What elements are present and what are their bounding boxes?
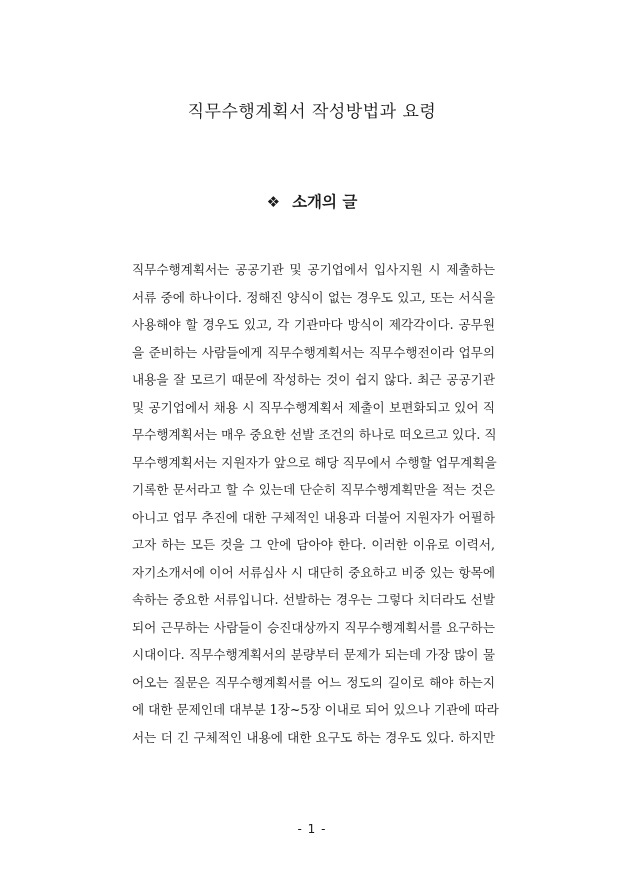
paragraph-line: 내용을 잘 모르기 때문에 작성하는 것이 쉽지 않다. 최근 공공기관 (132, 372, 495, 387)
paragraph-line: 서는 더 긴 구체적인 내용에 대한 요구도 하는 경우도 있다. 하지만 (132, 729, 495, 745)
paragraph-line: 무수행계획서는 매우 중요한 선발 조건의 하나로 떠오르고 있다. 직 (132, 427, 497, 442)
paragraph-line: 직무수행계획서는 공공기관 및 공기업에서 입사지원 시 제출하는 (132, 262, 495, 277)
paragraph-line: 어오는 질문은 직무수행계획서를 어느 정도의 길이로 해야 하는지 (132, 674, 495, 690)
paragraph-line: 시대이다. 직무수행계획서의 분량부터 문제가 되는데 가장 많이 물 (132, 647, 495, 662)
paragraph-line: 속하는 중요한 서류입니다. 선발하는 경우는 그렇다 치더라도 선발 (132, 592, 495, 607)
section-heading (0, 190, 624, 212)
paragraph-line: 아니고 업무 추진에 대한 구체적인 내용과 더불어 지원자가 어필하 (132, 509, 495, 525)
paragraph-line: 무수행계획서는 지원자가 앞으로 해당 직무에서 수행할 업무계획을 (132, 454, 497, 470)
paragraph-line: 되어 근무하는 사람들이 승진대상까지 직무수행계획서를 요구하는 (132, 619, 495, 635)
paragraph-line: 서류 중에 하나이다. 정해진 양식이 없는 경우도 있고, 또는 서식을 (132, 289, 495, 305)
paragraph-line: 기록한 문서라고 할 수 있는데 단순히 직무수행계획만을 적는 것은 (132, 482, 495, 497)
paragraph-line: 을 준비하는 사람들에게 직무수행계획서는 직무수행전이라 업무의 (132, 344, 495, 360)
paragraph-line: 에 대한 문제인데 대부분 1장~5장 이내로 되어 있으나 기관에 따라 (132, 702, 499, 717)
paragraph-line: 고자 하는 모든 것을 그 안에 담아야 한다. 이러한 이유로 이력서, (132, 537, 495, 552)
page-number: - 1 - (297, 822, 327, 836)
section-heading-text: 소개의 글 (292, 193, 358, 211)
paragraph-line: 자기소개서에 이어 서류심사 시 대단히 중요하고 비중 있는 항목에 (132, 564, 495, 580)
paragraph-line: 사용해야 할 경우도 있고, 각 기관마다 방식이 제각각이다. 공무원 (132, 317, 495, 332)
paragraph-line: 및 공기업에서 채용 시 직무수행계획서 제출이 보편화되고 있어 직 (132, 399, 495, 415)
document-title: 직무수행계획서 작성방법과 요령 (187, 102, 437, 122)
diamond-bullet-icon: ❖ (266, 193, 281, 211)
body-paragraph (132, 256, 499, 751)
